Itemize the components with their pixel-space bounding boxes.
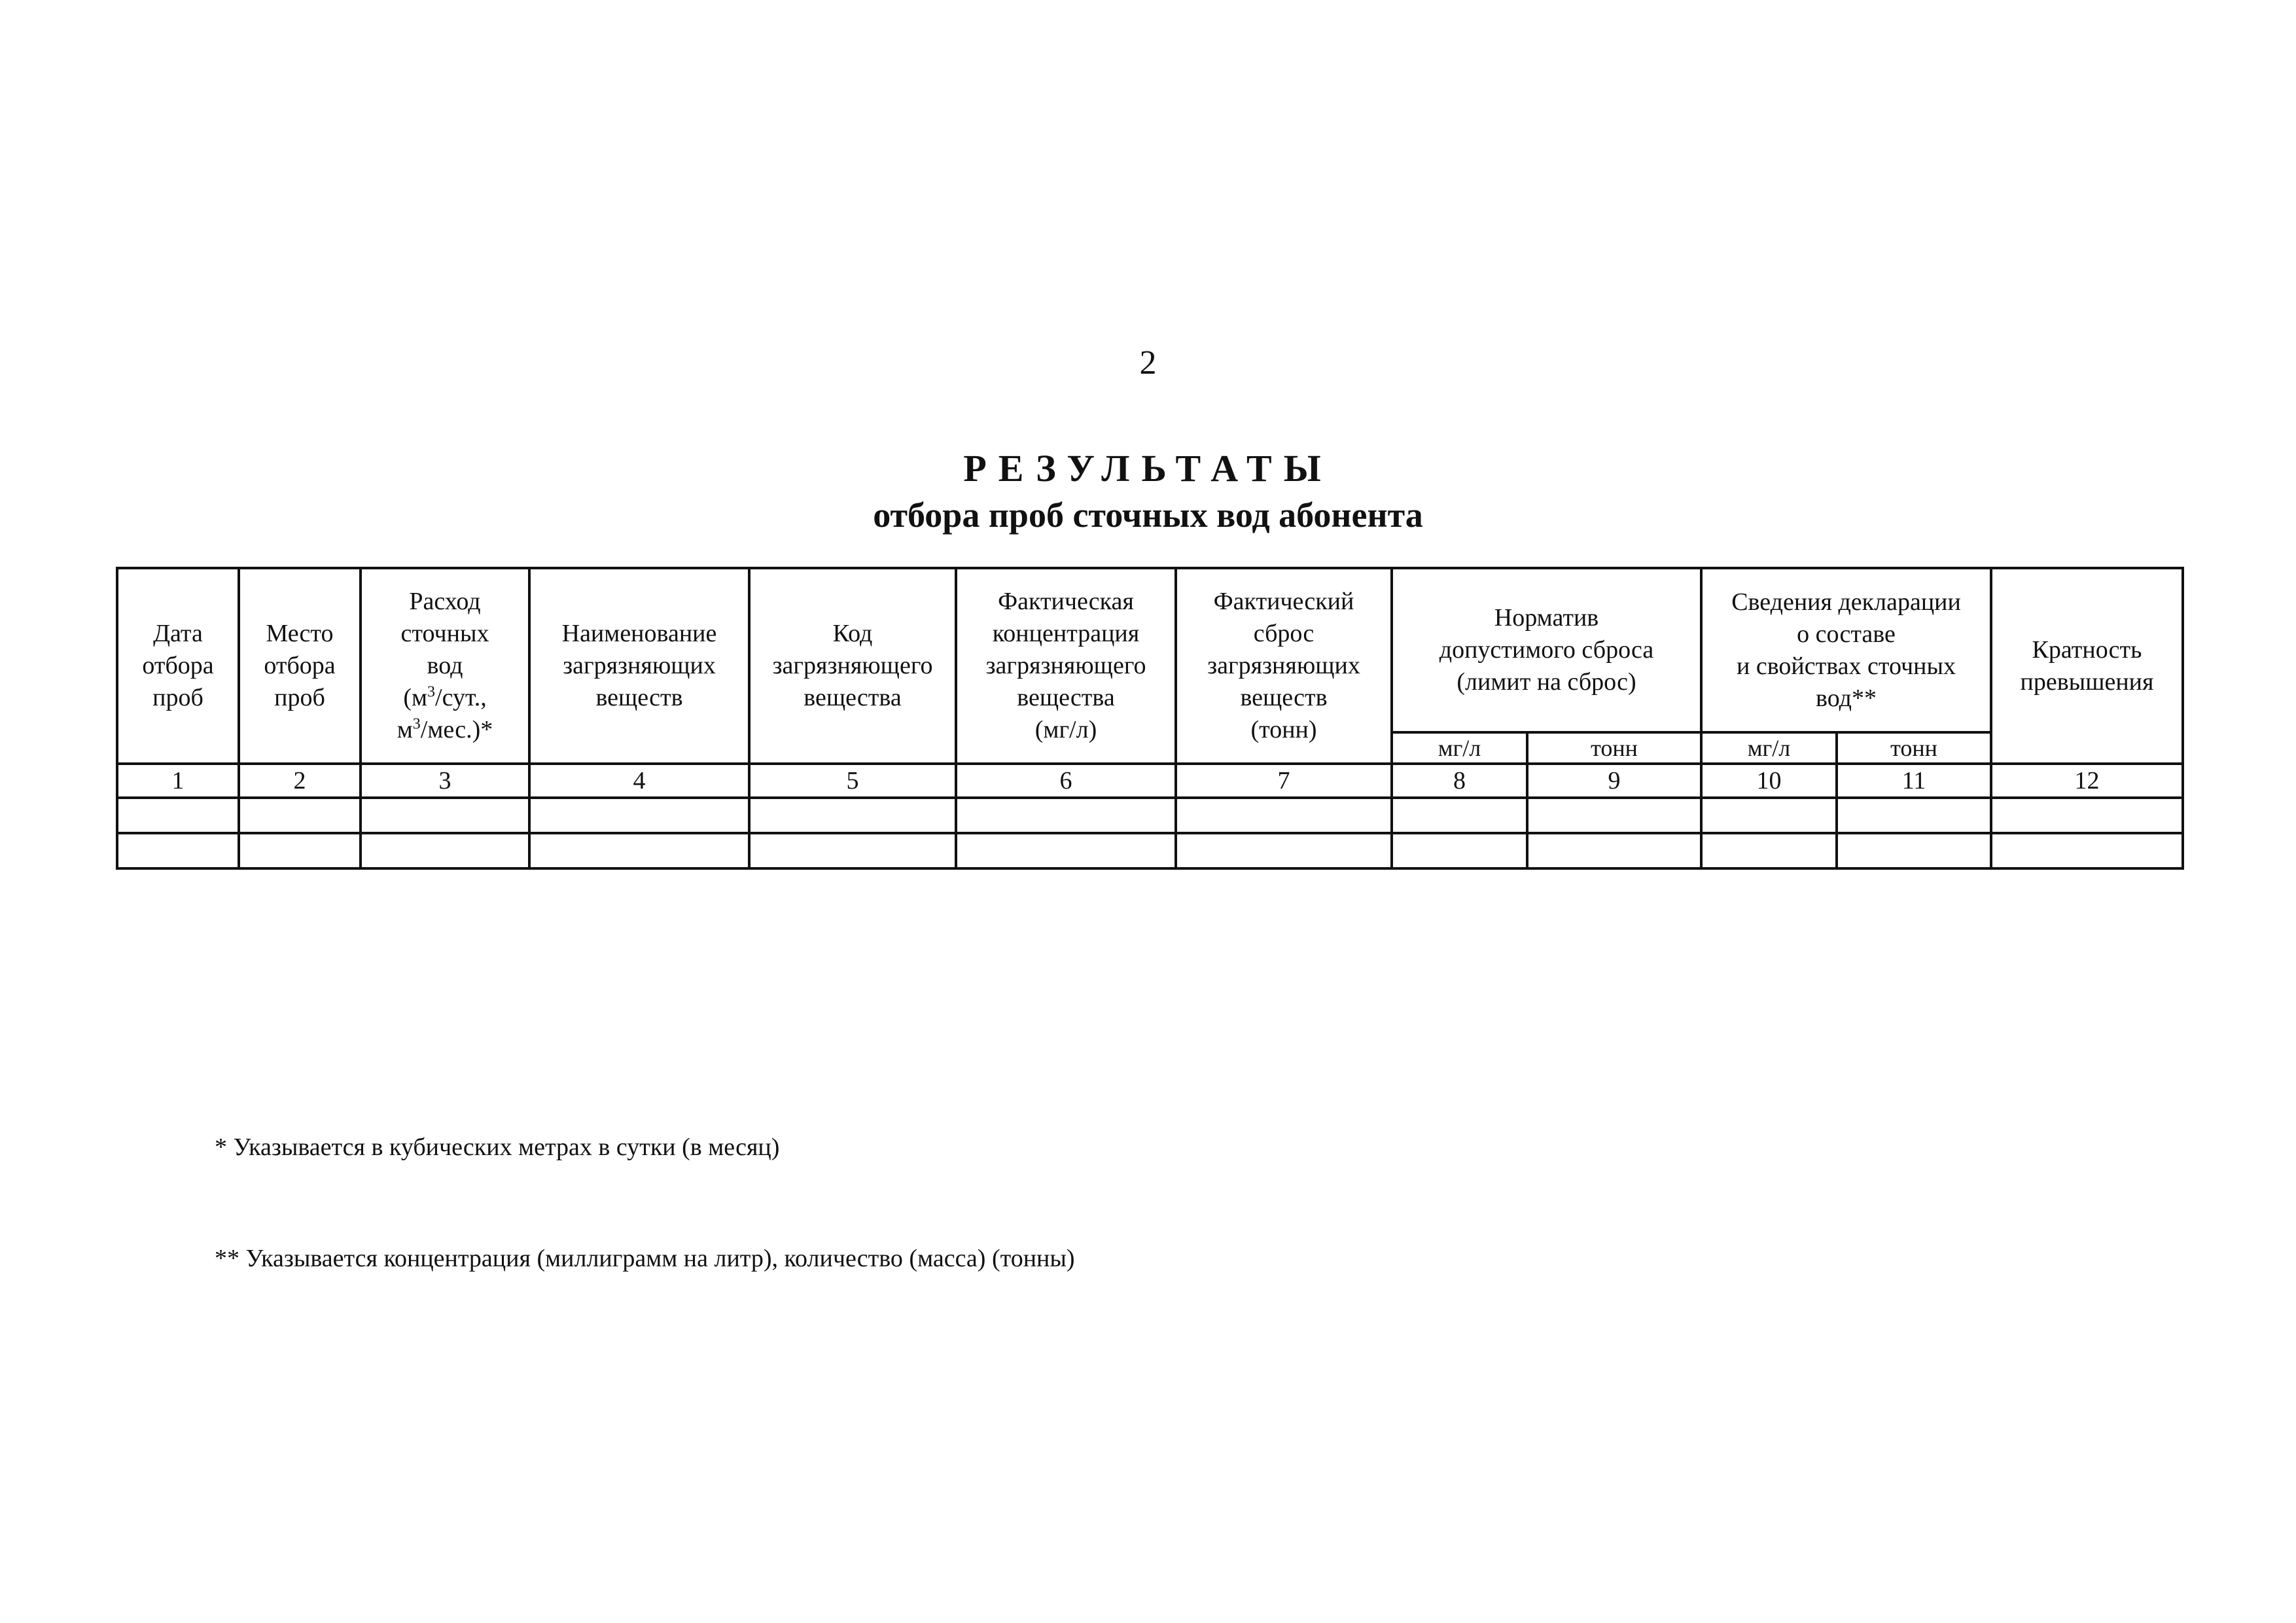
- header-line: (лимит на сброс): [1457, 668, 1636, 696]
- document-title: РЕЗУЛЬТАТЫ: [963, 447, 1333, 490]
- header-unit-day: [364, 682, 525, 714]
- table-cell: [1701, 833, 1837, 868]
- footnote-single-asterisk: * Указывается в кубических метрах в сутки (в месяц): [215, 1133, 780, 1161]
- header-line: отбора: [142, 652, 214, 679]
- table-cell: [1837, 798, 1991, 833]
- unit-text: (м: [403, 684, 428, 711]
- column-number: 3: [361, 764, 529, 798]
- header-declaration-group: [1701, 568, 1991, 732]
- header-line: Расход: [409, 588, 481, 615]
- header-date: [117, 568, 239, 764]
- header-line: Дата: [153, 620, 203, 647]
- header-line: Фактический: [1213, 588, 1354, 615]
- header-line: веществ: [1240, 684, 1328, 711]
- header-line: проб: [152, 684, 203, 711]
- table-cell: [956, 833, 1176, 868]
- header-line: загрязняющего: [985, 652, 1146, 679]
- header-line: отбора: [264, 652, 336, 679]
- document-subtitle: отбора проб сточных вод абонента: [873, 495, 1423, 535]
- table-cell: [1837, 833, 1991, 868]
- header-actual-discharge: [1176, 568, 1392, 764]
- page-number: 2: [1139, 344, 1157, 382]
- column-number: 6: [956, 764, 1176, 798]
- table-cell: [117, 798, 239, 833]
- table-cell: [239, 833, 361, 868]
- table-cell: [1176, 833, 1392, 868]
- table-cell: [749, 798, 956, 833]
- header-flow: [361, 568, 529, 764]
- subheader-decl-tons: тонн: [1837, 732, 1991, 764]
- footnote-double-asterisk: ** Указывается концентрация (миллиграмм на литр), количество (масса) (тонны): [215, 1245, 1075, 1272]
- table-cell: [1527, 798, 1701, 833]
- header-line: превышения: [2020, 668, 2154, 696]
- header-line: допустимого сброса: [1439, 636, 1654, 664]
- header-line: вод**: [1816, 684, 1877, 712]
- results-table: [116, 567, 2184, 870]
- table-cell: [361, 798, 529, 833]
- header-excess-ratio: [1991, 568, 2183, 764]
- header-line: Наименование: [561, 620, 717, 647]
- column-number: 10: [1701, 764, 1837, 798]
- table-cell: [1991, 798, 2183, 833]
- header-unit-month: [364, 714, 525, 746]
- table-cell: [1527, 833, 1701, 868]
- header-line: сброс: [1253, 620, 1315, 647]
- header-line: вод: [427, 652, 463, 679]
- column-number: 4: [529, 764, 749, 798]
- header-line: Кратность: [2032, 635, 2142, 664]
- header-line: загрязняющих: [1207, 652, 1360, 679]
- table-cell: [117, 833, 239, 868]
- header-substance-name: [529, 568, 749, 764]
- unit-sup: 3: [427, 683, 436, 701]
- table-row: [117, 798, 2183, 833]
- column-number: 5: [749, 764, 956, 798]
- table-cell: [239, 798, 361, 833]
- header-line: Фактическая: [998, 588, 1134, 615]
- table-row: [117, 833, 2183, 868]
- column-number: 8: [1392, 764, 1527, 798]
- unit-text: м: [397, 716, 413, 743]
- header-actual-concentration: [956, 568, 1176, 764]
- table-cell: [1176, 798, 1392, 833]
- table-cell: [1991, 833, 2183, 868]
- header-line: Код: [832, 620, 873, 647]
- header-line: Место: [266, 620, 334, 647]
- header-line: загрязняющих: [563, 652, 716, 679]
- header-line: (тонн): [1250, 716, 1317, 743]
- header-place: [239, 568, 361, 764]
- header-substance-code: [749, 568, 956, 764]
- column-number-row: [117, 764, 2183, 798]
- subheader-norm-mgl: мг/л: [1392, 732, 1527, 764]
- table-cell: [749, 833, 956, 868]
- table-cell: [529, 833, 749, 868]
- column-number: 7: [1176, 764, 1392, 798]
- table-cell: [1392, 798, 1527, 833]
- header-line: проб: [274, 684, 325, 711]
- column-number: 1: [117, 764, 239, 798]
- column-number: 12: [1991, 764, 2183, 798]
- unit-text: /сут.,: [435, 684, 487, 711]
- header-line: о составе: [1797, 620, 1896, 648]
- column-number: 2: [239, 764, 361, 798]
- header-norm-group: [1392, 568, 1701, 732]
- table-cell: [361, 833, 529, 868]
- header-line: вещества: [1017, 684, 1115, 711]
- header-line: концентрация: [992, 620, 1140, 647]
- subheader-decl-mgl: мг/л: [1701, 732, 1837, 764]
- header-line: Сведения декларации: [1731, 588, 1961, 616]
- subheader-norm-tons: тонн: [1527, 732, 1701, 764]
- header-line: загрязняющего: [772, 652, 933, 679]
- column-number: 9: [1527, 764, 1701, 798]
- table-cell: [529, 798, 749, 833]
- header-line: Норматив: [1494, 604, 1599, 632]
- table-cell: [1392, 833, 1527, 868]
- header-line: сточных: [400, 620, 489, 647]
- header-line: (мг/л): [1034, 716, 1097, 743]
- header-line: и свойствах сточных: [1737, 652, 1956, 680]
- table-cell: [1701, 798, 1837, 833]
- column-number: 11: [1837, 764, 1991, 798]
- header-line: веществ: [595, 684, 683, 711]
- header-row: [117, 568, 2183, 732]
- unit-text: /мес.)*: [420, 716, 493, 743]
- unit-sup: 3: [412, 715, 421, 733]
- table-cell: [956, 798, 1176, 833]
- header-line: вещества: [804, 684, 902, 711]
